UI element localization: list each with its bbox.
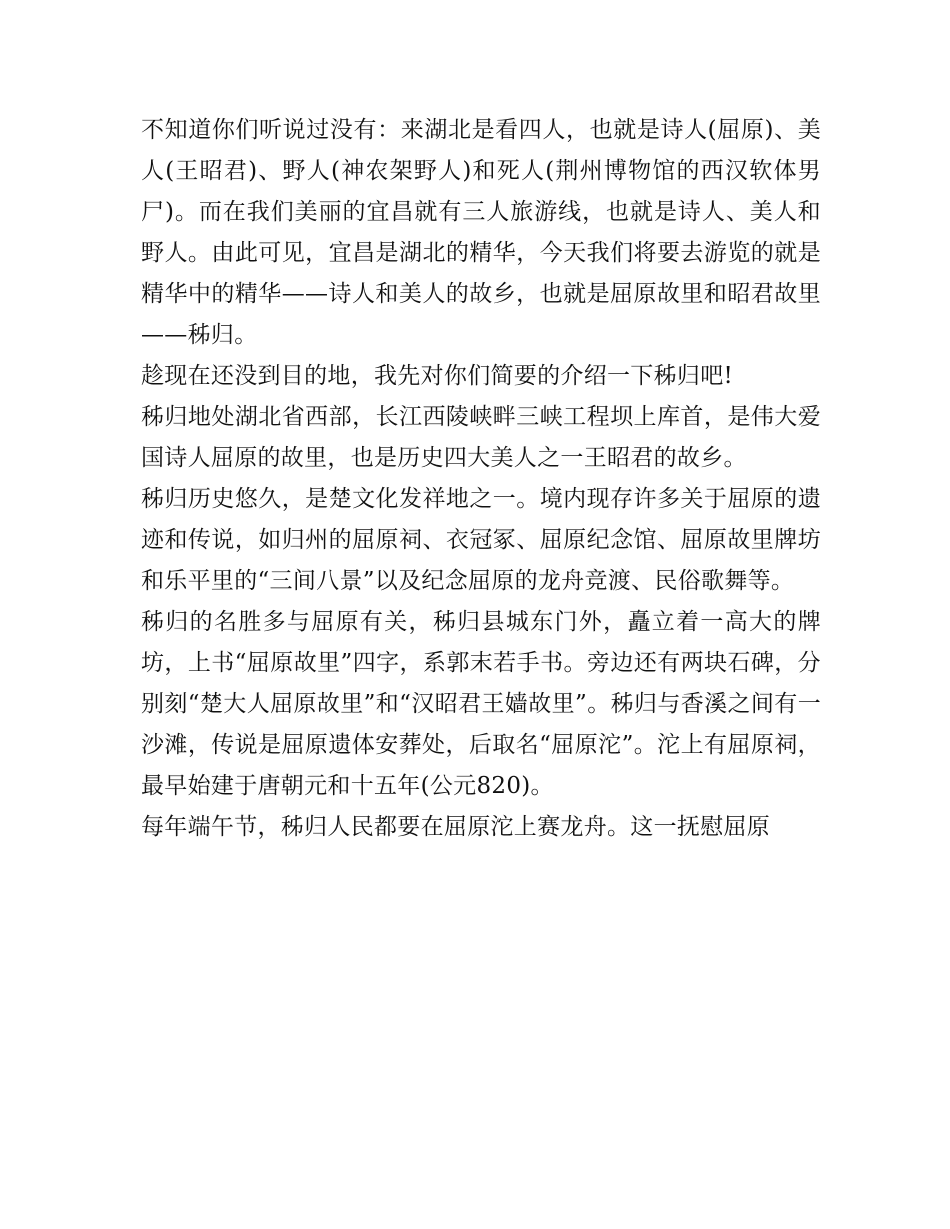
paragraph-history: 秭归历史悠久，是楚文化发祥地之一。境内现存许多关于屈原的遗迹和传说，如归州的屈原祠、衣冠冢、屈原纪念馆、屈原故里牌坊和乐平里的“三间八景”以及纪念屈原的龙舟竞渡、民俗歌舞等。 bbox=[141, 486, 821, 594]
paragraph-transition: 趁现在还没到目的地，我先对你们简要的介绍一下秭归吧! bbox=[141, 363, 734, 389]
paragraph-location: 秭归地处湖北省西部，长江西陵峡畔三峡工程坝上库首，是伟大爱国诗人屈原的故里，也是历史四大美人之一王昭君的故乡。 bbox=[141, 404, 821, 471]
paragraph-landmarks: 秭归的名胜多与屈原有关，秭归县城东门外，矗立着一高大的牌坊，上书“屈原故里”四字，系郭末若手书。旁边还有两块石碑，分别刻“楚大人屈原故里”和“汉昭君王嫱故里”。秭归与香溪之间有一沙滩，传说是屈原遗体安葬处，后取名“屈原沱”。沱上有屈原祠，最早始建于唐朝元和十五年(公元820)。 bbox=[141, 609, 821, 799]
paragraph-dragon-boat: 每年端午节，秭归人民都要在屈原沱上赛龙舟。这一抚慰屈原 bbox=[141, 814, 771, 840]
paragraph-intro: 不知道你们听说过没有：来湖北是看四人，也就是诗人(屈原)、美人(王昭君)、野人(神农架野人)和死人(荆州博物馆的西汉软体男尸)。而在我们美丽的宜昌就有三人旅游线，也就是诗人、美人和野人。由此可见，宜昌是湖北的精华，今天我们将要去游览的就是精华中的精华——诗人和美人的故乡，也就是屈原故里和昭君故里——秭归。 bbox=[141, 117, 821, 348]
document-body bbox=[141, 110, 821, 848]
